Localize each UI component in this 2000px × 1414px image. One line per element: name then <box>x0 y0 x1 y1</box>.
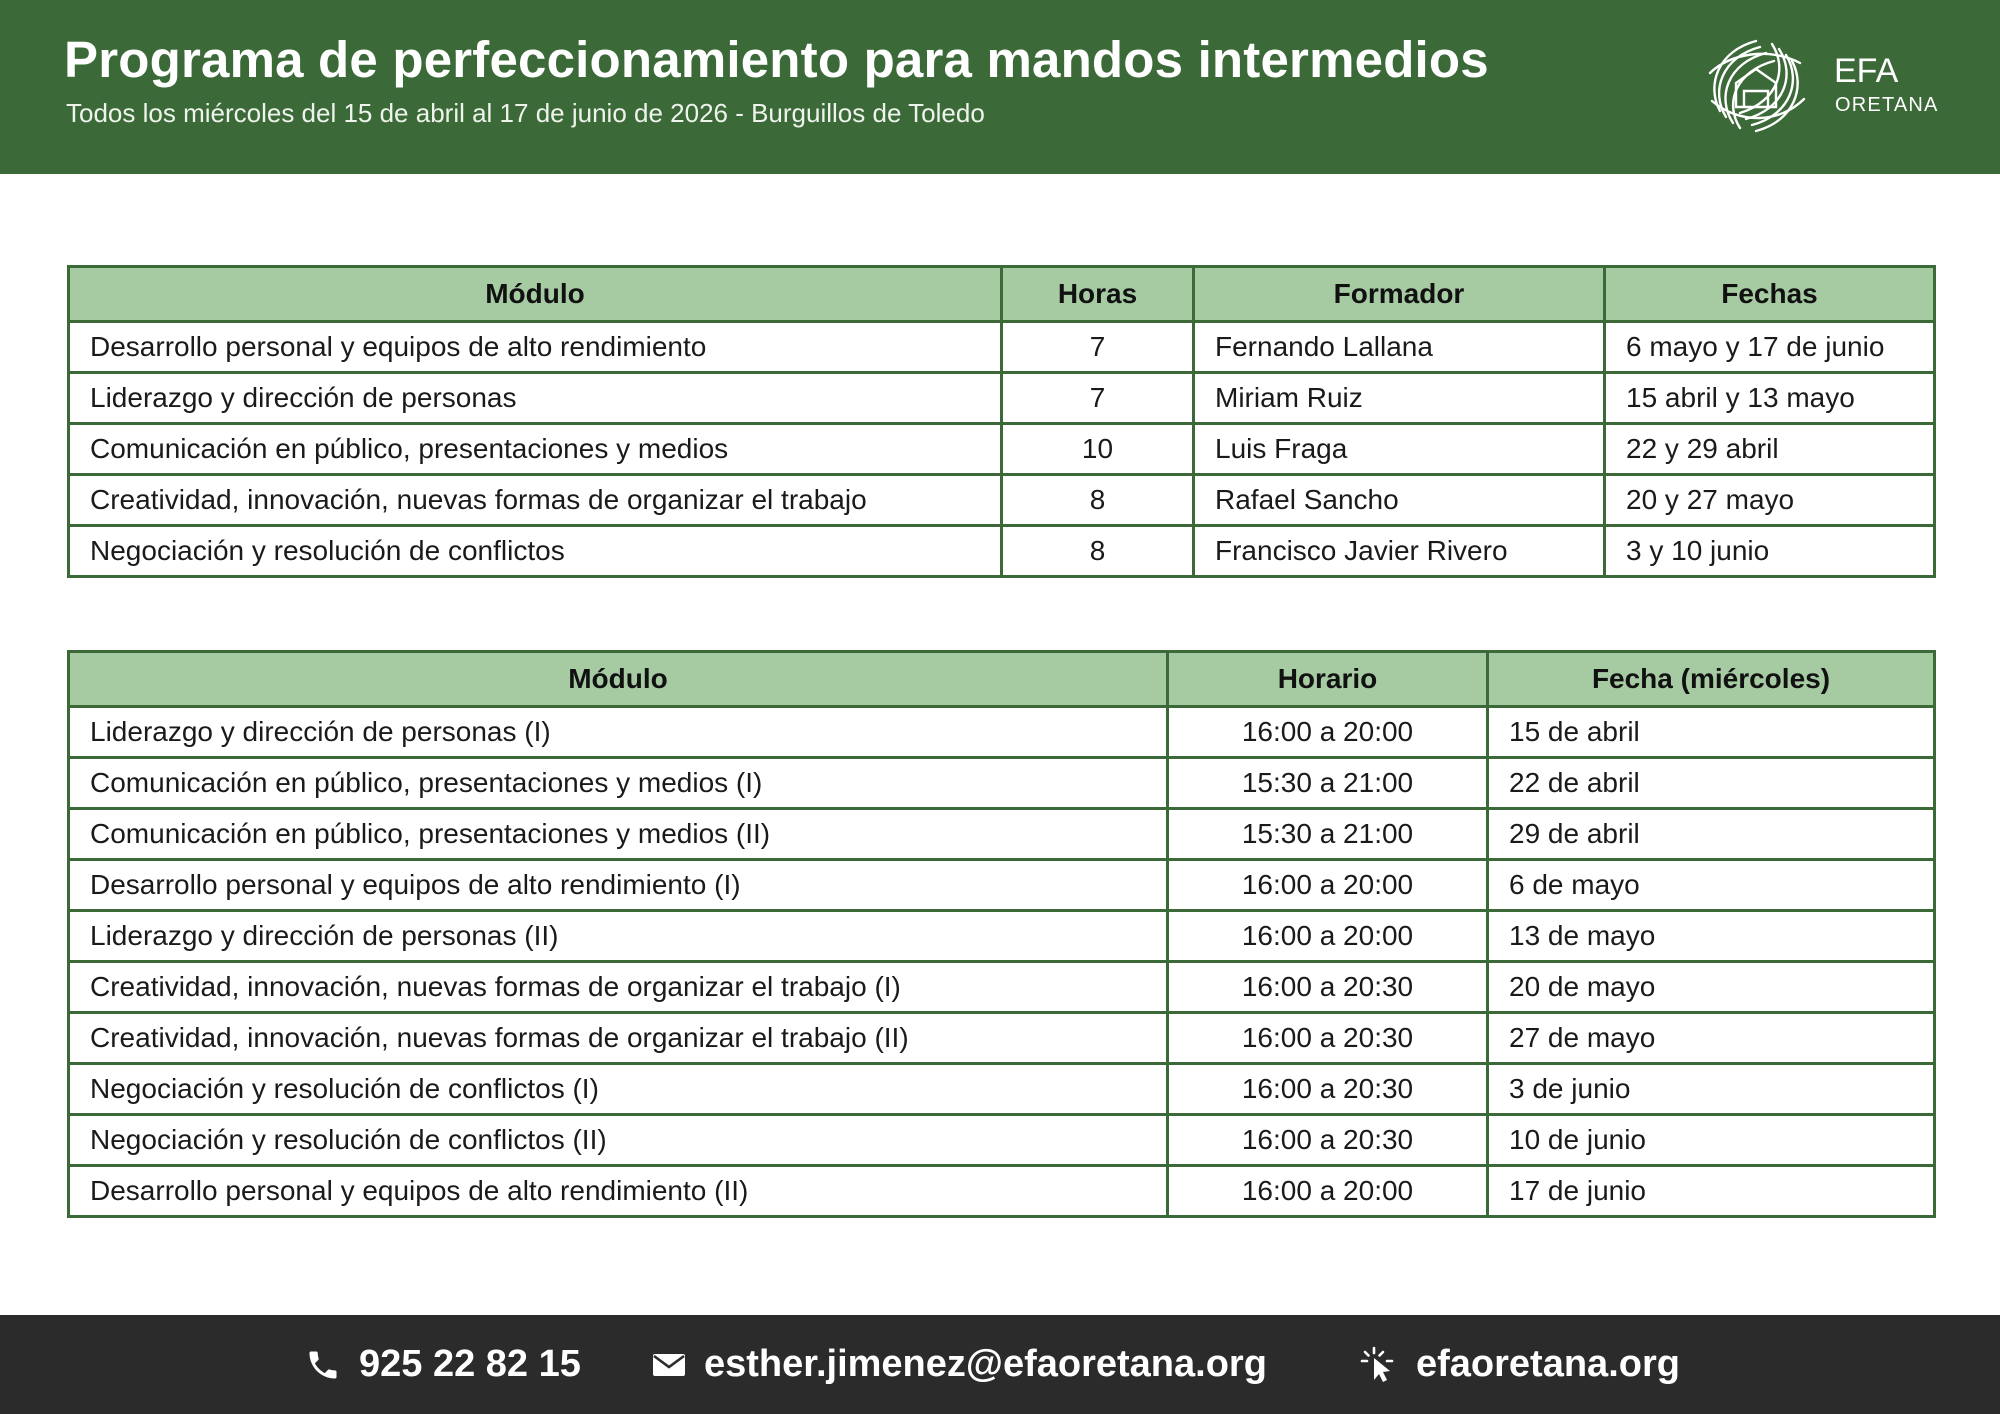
cell-trainer: Francisco Javier Rivero <box>1194 526 1605 577</box>
table-row <box>69 962 1935 1013</box>
cell-hours: 7 <box>1002 322 1194 373</box>
cell-module: Desarrollo personal y equipos de alto rendimiento (I) <box>69 860 1168 911</box>
cell-time: 16:00 a 20:00 <box>1168 911 1488 962</box>
table-row <box>69 911 1935 962</box>
table-row <box>69 860 1935 911</box>
cell-module: Comunicación en público, presentaciones y medios (I) <box>69 758 1168 809</box>
cell-module: Comunicación en público, presentaciones y medios <box>69 424 1002 475</box>
cell-date: 10 de junio <box>1488 1115 1935 1166</box>
cell-module: Liderazgo y dirección de personas (II) <box>69 911 1168 962</box>
cell-date: 20 de mayo <box>1488 962 1935 1013</box>
table-row <box>69 758 1935 809</box>
column-header-horario: Horario <box>1168 652 1488 707</box>
cell-dates: 6 mayo y 17 de junio <box>1605 322 1935 373</box>
cell-module: Creatividad, innovación, nuevas formas de organizar el trabajo (I) <box>69 962 1168 1013</box>
cell-hours: 8 <box>1002 475 1194 526</box>
footer-phone[interactable] <box>305 1315 581 1414</box>
efa-logo-icon <box>1700 33 1812 139</box>
cell-module: Desarrollo personal y equipos de alto rendimiento <box>69 322 1002 373</box>
website-url: efaoretana.org <box>1416 1343 1680 1385</box>
phone-icon <box>305 1347 341 1383</box>
cell-module: Desarrollo personal y equipos de alto rendimiento (II) <box>69 1166 1168 1217</box>
cell-dates: 15 abril y 13 mayo <box>1605 373 1935 424</box>
table-row <box>69 373 1935 424</box>
table-row <box>69 707 1935 758</box>
cell-time: 15:30 a 21:00 <box>1168 758 1488 809</box>
cell-time: 16:00 a 20:30 <box>1168 1064 1488 1115</box>
cell-module: Negociación y resolución de conflictos (II) <box>69 1115 1168 1166</box>
column-header-modulo: Módulo <box>69 652 1168 707</box>
table-row <box>69 1064 1935 1115</box>
cell-module: Negociación y resolución de conflictos <box>69 526 1002 577</box>
page-title: Programa de perfeccionamiento para mandos intermedios <box>64 31 1489 88</box>
cell-dates: 20 y 27 mayo <box>1605 475 1935 526</box>
schedule-table <box>67 650 1936 1218</box>
table-row <box>69 809 1935 860</box>
table-row <box>69 475 1935 526</box>
cell-module: Liderazgo y dirección de personas (I) <box>69 707 1168 758</box>
cell-time: 15:30 a 21:00 <box>1168 809 1488 860</box>
footer-website[interactable] <box>1360 1315 1680 1414</box>
cell-module: Creatividad, innovación, nuevas formas de organizar el trabajo <box>69 475 1002 526</box>
cell-hours: 8 <box>1002 526 1194 577</box>
table-row <box>69 1013 1935 1064</box>
modules-table-header-row <box>69 267 1935 322</box>
table-row <box>69 424 1935 475</box>
cell-date: 17 de junio <box>1488 1166 1935 1217</box>
email-address: esther.jimenez@efaoretana.org <box>704 1343 1267 1385</box>
cell-module: Negociación y resolución de conflictos (I) <box>69 1064 1168 1115</box>
cell-date: 22 de abril <box>1488 758 1935 809</box>
cell-date: 27 de mayo <box>1488 1013 1935 1064</box>
cell-time: 16:00 a 20:00 <box>1168 860 1488 911</box>
cell-dates: 22 y 29 abril <box>1605 424 1935 475</box>
cell-time: 16:00 a 20:30 <box>1168 1115 1488 1166</box>
cell-time: 16:00 a 20:30 <box>1168 1013 1488 1064</box>
logo-text-efa: EFA <box>1834 52 1899 90</box>
cell-hours: 7 <box>1002 373 1194 424</box>
table-row <box>69 1166 1935 1217</box>
modules-table <box>67 265 1936 578</box>
cell-trainer: Luis Fraga <box>1194 424 1605 475</box>
cell-date: 29 de abril <box>1488 809 1935 860</box>
cursor-click-icon <box>1360 1346 1398 1384</box>
cell-time: 16:00 a 20:30 <box>1168 962 1488 1013</box>
cell-module: Creatividad, innovación, nuevas formas de organizar el trabajo (II) <box>69 1013 1168 1064</box>
header-banner <box>0 0 2000 174</box>
cell-module: Comunicación en público, presentaciones y medios (II) <box>69 809 1168 860</box>
cell-date: 13 de mayo <box>1488 911 1935 962</box>
column-header-horas: Horas <box>1002 267 1194 322</box>
cell-time: 16:00 a 20:00 <box>1168 707 1488 758</box>
cell-dates: 3 y 10 junio <box>1605 526 1935 577</box>
page-subtitle: Todos los miércoles del 15 de abril al 17 de junio de 2026 - Burguillos de Toledo <box>66 98 985 128</box>
column-header-fechas: Fechas <box>1605 267 1935 322</box>
cell-date: 3 de junio <box>1488 1064 1935 1115</box>
cell-date: 15 de abril <box>1488 707 1935 758</box>
table-row <box>69 526 1935 577</box>
contact-footer <box>0 1315 2000 1414</box>
table-row <box>69 322 1935 373</box>
cell-hours: 10 <box>1002 424 1194 475</box>
cell-module: Liderazgo y dirección de personas <box>69 373 1002 424</box>
envelope-icon <box>652 1352 686 1378</box>
table-row <box>69 1115 1935 1166</box>
cell-trainer: Miriam Ruiz <box>1194 373 1605 424</box>
schedule-table-header-row <box>69 652 1935 707</box>
phone-number: 925 22 82 15 <box>359 1343 581 1385</box>
cell-time: 16:00 a 20:00 <box>1168 1166 1488 1217</box>
logo-text-oretana: ORETANA <box>1835 94 1939 116</box>
cell-date: 6 de mayo <box>1488 860 1935 911</box>
column-header-formador: Formador <box>1194 267 1605 322</box>
column-header-fecha: Fecha (miércoles) <box>1488 652 1935 707</box>
column-header-modulo: Módulo <box>69 267 1002 322</box>
cell-trainer: Rafael Sancho <box>1194 475 1605 526</box>
cell-trainer: Fernando Lallana <box>1194 322 1605 373</box>
footer-email[interactable] <box>652 1315 1267 1414</box>
